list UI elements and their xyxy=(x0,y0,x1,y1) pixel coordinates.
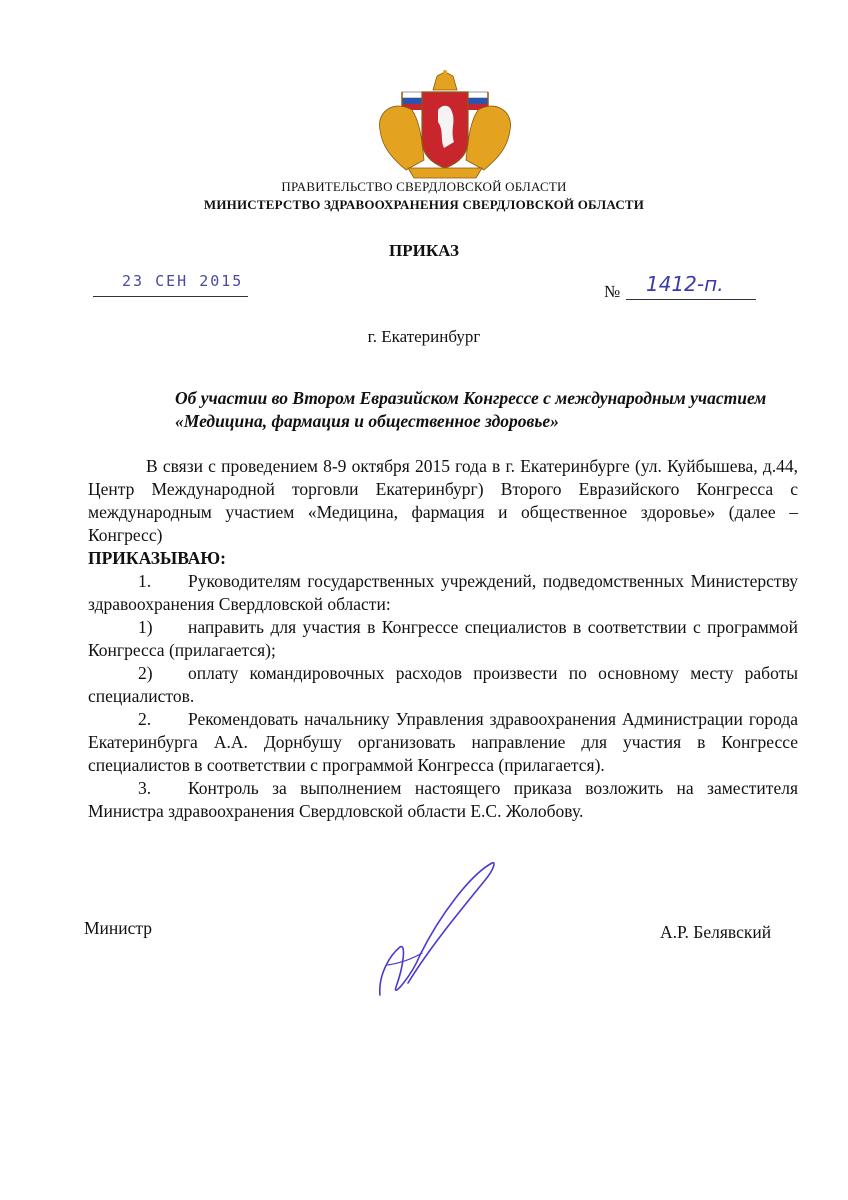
ministry-name: МИНИСТЕРСТВО ЗДРАВООХРАНЕНИЯ СВЕРДЛОВСКОЙ ОБЛАСТИ xyxy=(203,197,645,212)
document-number: 1412-п. xyxy=(646,272,724,296)
order-item-number: 3. xyxy=(138,778,152,798)
order-item-text: направить для участия в Конгрессе специалистов в соответствии с программой Конгресса (прилагается); xyxy=(88,617,798,660)
order-item xyxy=(88,662,798,708)
order-item-text: оплату командировочных расходов произвести по основному месту работы специалистов. xyxy=(88,663,798,706)
order-item-text: Руководителям государственных учреждений, подведомственных Министерству здравоохранения Свердловской области: xyxy=(88,571,798,614)
order-item xyxy=(88,570,798,616)
signatory-name: А.Р. Белявский xyxy=(660,922,772,942)
coat-of-arms-icon xyxy=(372,70,518,182)
order-item-text: Контроль за выполнением настоящего приказа возложить на заместителя Министра здравоохранения Свердловской области Е.С. Жолобову. xyxy=(88,778,798,821)
handwritten-signature-icon xyxy=(360,855,500,1005)
order-item-text: Рекомендовать начальнику Управления здравоохранения Администрации города Екатеринбурга А.А. Дорнбушу организовать направление для участия в Конгрессе специалистов в соответствии с программой Конгресса (прилагается). xyxy=(88,709,798,775)
number-sign: № xyxy=(604,282,621,301)
document-title: ПРИКАЗ xyxy=(389,241,459,260)
order-item-number: 1. xyxy=(138,571,152,591)
date-underline xyxy=(93,296,248,297)
number-underline xyxy=(626,299,756,300)
signatory-position: Министр xyxy=(84,918,153,938)
government-name: ПРАВИТЕЛЬСТВО СВЕРДЛОВСКОЙ ОБЛАСТИ xyxy=(281,179,567,194)
order-item xyxy=(88,616,798,662)
order-item-number: 2. xyxy=(138,709,152,729)
orders-label: ПРИКАЗЫВАЮ: xyxy=(88,548,226,568)
document-subject: Об участии во Втором Евразийском Конгрессе с международным участием «Медицина, фармация и общественное здоровье» xyxy=(175,388,767,431)
document-city: г. Екатеринбург xyxy=(367,327,481,346)
document-body xyxy=(88,455,798,823)
order-item-number: 2) xyxy=(138,663,153,683)
order-item xyxy=(88,777,798,823)
order-item xyxy=(88,708,798,777)
date-stamp: 23 СЕН 2015 xyxy=(122,272,244,290)
preamble-paragraph: В связи с проведением 8-9 октября 2015 года в г. Екатеринбурге (ул. Куйбышева, д.44, Центр Международной торговли Екатеринбург) Второго Евразийского Конгресса с международным участием «Медицина, фармация и общественное здоровье» (далее – Конгресс) xyxy=(88,456,798,545)
order-item-number: 1) xyxy=(138,617,153,637)
